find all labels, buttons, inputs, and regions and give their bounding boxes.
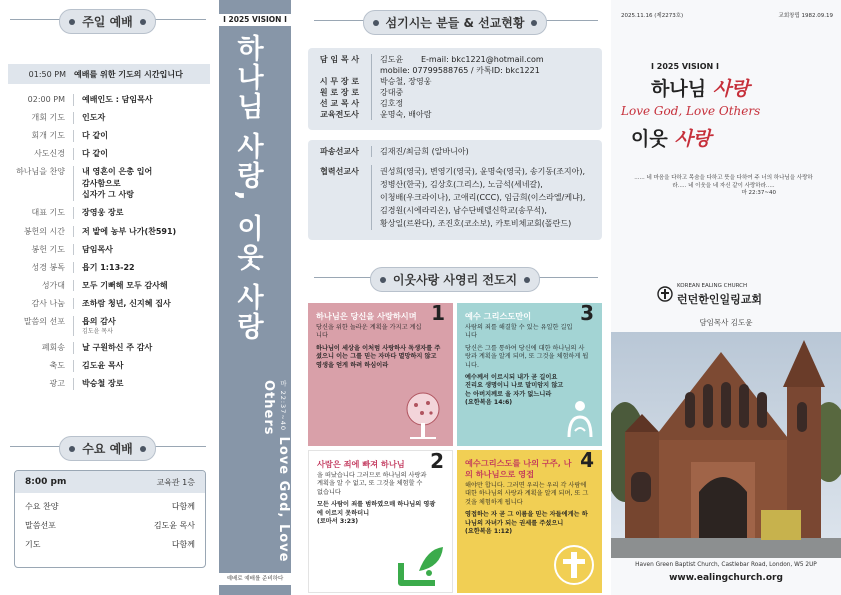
- service-order: [8, 94, 210, 396]
- wednesday-time-row: [15, 471, 205, 493]
- founded-date: 교회창립 1982.09.19: [778, 13, 833, 19]
- wednesday-title: 수요 예배: [59, 436, 156, 461]
- church-name-en: KOREAN EALING CHURCH: [677, 283, 748, 289]
- card-title: 예수그리스도를 나의 구주, 나의 하나님으로 영접: [465, 458, 572, 479]
- evangelism-header: [300, 267, 610, 292]
- evangelism-cards: [308, 303, 602, 591]
- cover-line-1: 하나님 사랑: [651, 78, 750, 100]
- church-photo: [611, 332, 841, 558]
- order-row: 성경 봉독 욥기 1:13-22: [8, 262, 210, 274]
- staff-row: 담 임 목 사 김도윤 E-mail: bkc1221@hotmail.com: [308, 54, 602, 65]
- card-4: 4 예수그리스도를 나의 구주, 나의 하나님으로 영접 해야만 합니다. 그러면 우리는 우리 각 사람에 대한 하나님의 사랑과 계획을 알게 되며, 또 그것을 체험하게 됩니다 영접하는 자 곧 그 이름을 믿는 자들에게는 하나님의 자녀가 되는 권세를 주셨으니 (요한복음 1:12): [457, 450, 602, 593]
- staff-row: 선 교 목 사 김호정: [308, 98, 602, 109]
- staff-row: 시 무 장 로 박승철, 장영웅: [308, 76, 602, 87]
- spine-footer: 예배로 예배를 준비하다: [219, 573, 291, 585]
- card-number: 3: [580, 303, 594, 325]
- spine-ref: 마 22:37~40: [279, 380, 287, 432]
- spine-panel: [219, 0, 291, 595]
- mission-row: 김경원(시에라리온), 남수단베델신학교(송무석),: [308, 204, 602, 217]
- church-name-ko: 런던한인일링교회: [677, 293, 763, 306]
- church-building-image: [611, 332, 841, 558]
- highlight-time: 01:50 PM: [28, 69, 66, 79]
- order-row: 하나님을 찬양 내 영혼이 은총 입어 감사함으로 십자가 그 사랑: [8, 166, 210, 201]
- card-1: 1 하나님은 당신을 사랑하시며 당신을 위한 놀라운 계획을 가지고 계십니다 하나님이 세상을 이처럼 사랑하사 독생자를 주셨으니 이는 그를 믿는 자마다 멸망하지 않고 영생을 얻게 하려 하심이라: [308, 303, 453, 446]
- wednesday-row: 수요 찬양 다함께: [25, 502, 195, 511]
- cover-header: [621, 11, 833, 19]
- order-row: 축도 김도윤 목사: [8, 360, 210, 372]
- ministers-header: [300, 10, 610, 35]
- wednesday-row: 기도 다함께: [25, 540, 195, 549]
- order-row: 폐회송 날 구원하신 주 감사: [8, 342, 210, 354]
- spine-slogan: 하나님 사랑, 이웃 사랑: [232, 34, 263, 342]
- staff-row: 교육전도사 윤명숙, 배아람: [308, 109, 602, 120]
- mission-row: 협력선교사 권성희(영국), 변영기(영국), 윤명숙(영국), 송기동(조지아),: [308, 165, 602, 178]
- card-title: 예수 그리스도만이: [465, 311, 532, 321]
- cover-panel: [611, 0, 841, 595]
- evangelism-title: 이웃사랑 사영리 전도지: [370, 267, 540, 292]
- card-2: 2 사람은 죄에 빠져 하나님 을 떠났습니다 그러므로 하나님의 사랑과 계획을 알 수 없고, 또 그것을 체험할 수 없습니다 모든 사람이 죄를 범하였으매 하나님의 영광에 이르지 못하더니 (로마서 3:23): [308, 450, 453, 593]
- mission-row: 정병산(한국), 김상호(그리스), 노금석(세네갈),: [308, 178, 602, 191]
- wednesday-time: 8:00 pm: [25, 477, 67, 487]
- card-title: 사람은 죄에 빠져 하나님: [317, 459, 405, 469]
- sunday-panel: [0, 0, 215, 595]
- mission-row: 파송선교사 김재진/최금희 (알바니아): [308, 146, 602, 157]
- sunday-header: [0, 9, 215, 34]
- cover-verse: ...... 네 마음을 다하고 목숨을 다하고 뜻을 다하여 주 너의 하나님을 사랑하라..... 네 이웃을 네 자신 같이 사랑하라..... 마 22:37~40: [634, 175, 813, 196]
- staff-row: 원 로 장 로 강대중: [308, 87, 602, 98]
- prayer-highlight: [8, 64, 210, 84]
- ministers-title: 섬기시는 분들 & 선교현황: [363, 10, 548, 35]
- order-row: 성가대 모두 기뻐해 모두 감사해: [8, 280, 210, 292]
- order-row: 02:00 PM 예배인도 : 담임목사: [8, 94, 210, 106]
- tree-icon: [400, 391, 446, 441]
- mission-row: 이청배(우크라이나), 고애리(CCC), 임금희(이스라엘/케냐),: [308, 191, 602, 204]
- highlight-text: 예배를 위한 기도의 시간입니다: [74, 69, 183, 79]
- order-row: 봉헌의 시간 저 밭에 농부 나가(찬591): [8, 226, 210, 238]
- spine-english-block: [261, 380, 291, 595]
- sunday-title: 주일 예배: [59, 9, 156, 34]
- card-number: 1: [431, 303, 445, 325]
- wednesday-row: 말씀선포 김도윤 목사: [25, 521, 195, 530]
- church-logo: [657, 283, 797, 313]
- order-row: 회개 기도 다 같이: [8, 130, 210, 142]
- mission-row: 황상일(르완다), 조진호(코소보), 카토비체교회(폴란드): [308, 217, 602, 230]
- order-row: 개회 기도 인도자: [8, 112, 210, 124]
- spine-english: Love God, Love Others: [261, 380, 291, 563]
- cover-address: Haven Green Baptist Church, Castlebar Road, London, W5 2UP: [635, 562, 817, 568]
- order-row: 감사 나눔 조하람 청년, 신지혜 집사: [8, 298, 210, 310]
- missions-box: [308, 140, 602, 240]
- spine-vision: I 2025 VISION I: [219, 14, 291, 26]
- order-row: 봉헌 기도 담임목사: [8, 244, 210, 256]
- card-3: 3 예수 그리스도만이 사람의 죄를 해결할 수 있는 유일한 길입니다 당신은 그를 통하여 당신에 대한 하나님의 사랑과 계획을 알게 되며, 또 그것을 체험하게 됩니다. 예수께서 이르시되 내가 곧 길이요 진리요 생명이니 나로 말미암지 않고는 아버지께로 올 자가 없느니라 (요한복음 14:6): [457, 303, 602, 446]
- card-number: 4: [580, 450, 594, 472]
- cover-website[interactable]: www.ealingchurch.org: [669, 573, 783, 583]
- wednesday-box: [14, 470, 206, 568]
- cover-vision: I 2025 VISION I: [651, 62, 719, 71]
- order-row: 대표 기도 장영웅 장로: [8, 207, 210, 219]
- wednesday-place: 교육관 1층: [156, 477, 195, 487]
- wednesday-header: [0, 436, 215, 461]
- cover-pastor: 담임목사 김도윤: [699, 318, 753, 327]
- leaf-icon: [397, 543, 447, 587]
- cross-circle-icon: [553, 544, 595, 586]
- cover-line-2: 이웃 사랑: [631, 128, 712, 150]
- order-row: 말씀의 선포 욥의 감사 김도윤 목사: [8, 316, 210, 336]
- church-emblem-icon: [657, 286, 673, 302]
- issue-date: 2025.11.16 (제2273호): [621, 13, 684, 19]
- cover-english: Love God, Love Others: [621, 104, 761, 118]
- staff-row: mobile: 07799588765 / 카톡ID: bkc1221: [308, 65, 602, 76]
- ministers-panel: [300, 0, 610, 595]
- card-title: 하나님은 당신을 사랑하시며: [316, 311, 417, 321]
- staff-box: [308, 48, 602, 130]
- order-row: 광고 박승철 장로: [8, 378, 210, 390]
- order-row: 사도신경 다 같이: [8, 148, 210, 160]
- person-icon: [565, 399, 595, 439]
- card-number: 2: [430, 450, 444, 473]
